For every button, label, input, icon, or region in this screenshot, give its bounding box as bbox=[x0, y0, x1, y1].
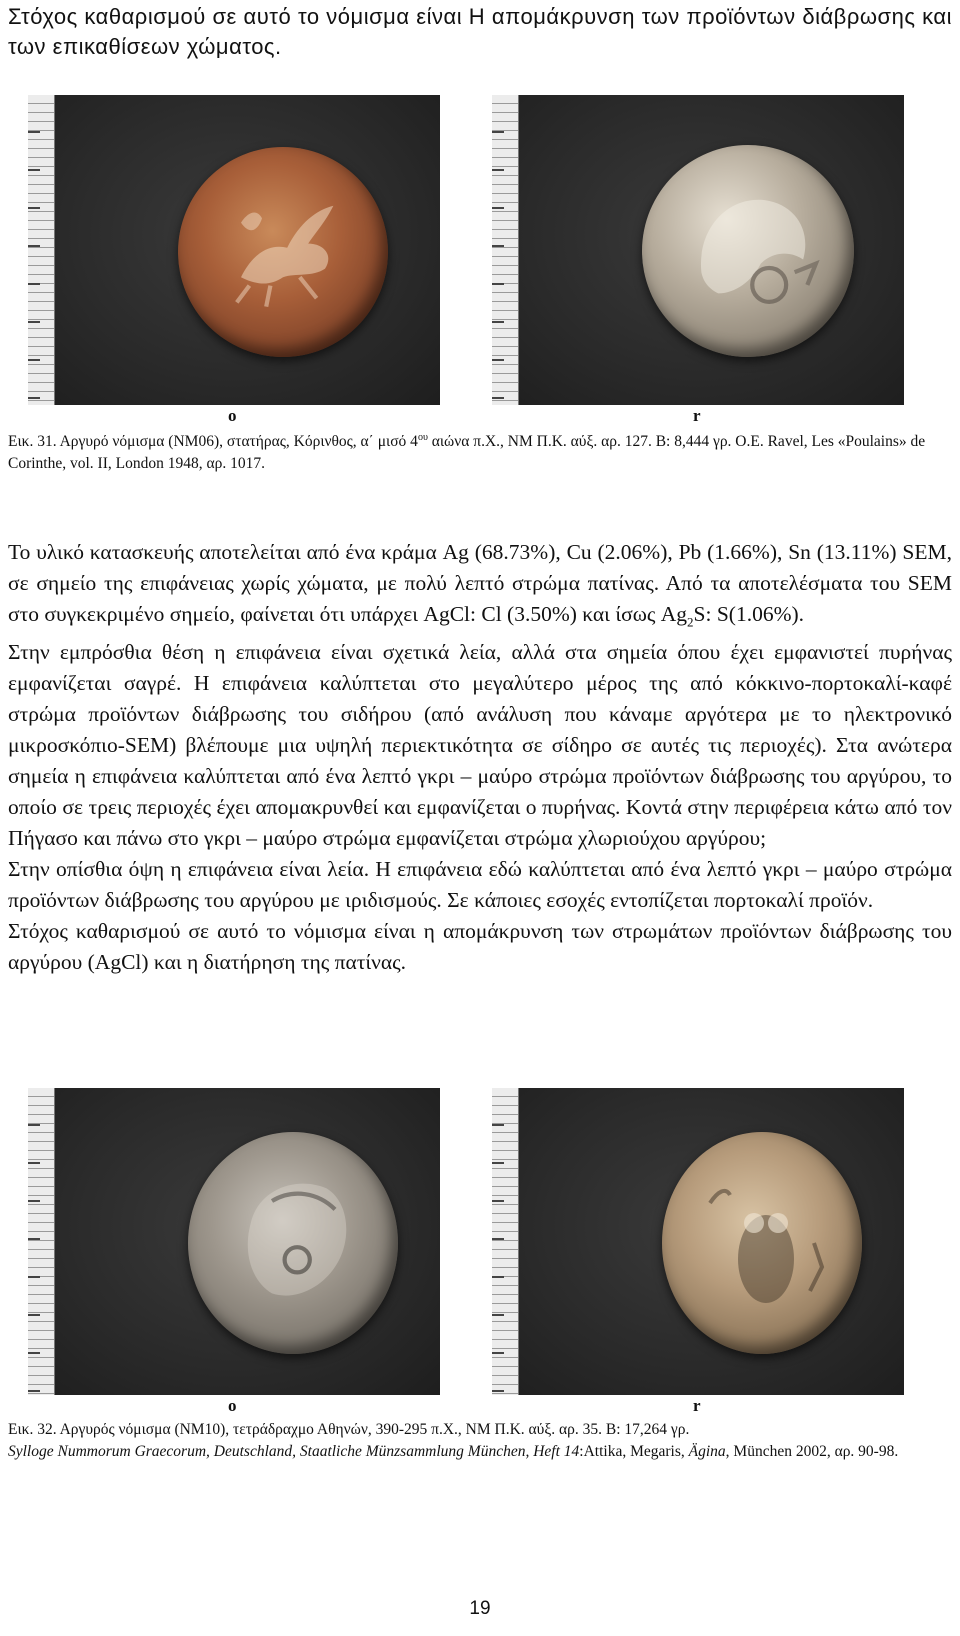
reverse-label-fig32: r bbox=[693, 1396, 701, 1415]
ruler-scale bbox=[28, 1088, 55, 1395]
obverse-label-fig31: o bbox=[228, 406, 237, 425]
coin-reverse-athena-helmet bbox=[642, 145, 854, 357]
coin-photo-reverse-fig31 bbox=[492, 95, 904, 405]
intro-paragraph: Στόχος καθαρισμού σε αυτό το νόμισμα είναι Η απομάκρυνση των προϊόντων διάβρωσης και των επικαθίσεων χώματος. bbox=[8, 4, 952, 59]
coin-obverse-pegasus bbox=[178, 147, 388, 357]
paragraph-reverse-surface: Στην οπίσθια όψη η επιφάνεια είναι λεία. Η επιφάνεια εδώ καλύπτεται από ένα λεπτό γκρι – μαύρο στρώμα προϊόντων διάβρωσης του αργύρου με ιριδισμούς. Σε κάποιες εσοχές εντοπίζεται πορτοκαλί προϊόν. bbox=[8, 857, 952, 913]
paragraph-composition: Το υλικό κατασκευής αποτελείται από ένα κράμα Ag (68.73%), Cu (2.06%), Pb (1.66%), Sn (13.11%) SEM, σε σημείο της επιφάνειας χωρίς χώματα, με πολύ λεπτό στρώμα πατίνας. Από τα αποτελέσματα του SEM στο συγκεκριμένο σημείο, φαίνεται ότι υπάρχει AgCl: Cl (3.50%) και ίσως $Ag_2S$: S(1.06%). bbox=[8, 540, 952, 630]
coin-photo-obverse-fig31 bbox=[28, 95, 440, 405]
ruler-scale bbox=[492, 1088, 519, 1395]
figure-caption-31: Εικ. 31. Αργυρό νόμισμα (ΝΜ06), στατήρας, Κόρινθος, α΄ μισό $4^{o\upsilon}$ αιώνα π.Χ., ΝΜ Π.Κ. αύξ. αρ. 127. Β: 8,444 γρ. Ο.Ε. Ravel, Les «Poulains» de Corinthe, vol. II, London 1948, αρ. 1017. bbox=[8, 432, 926, 473]
paragraph-obverse-surface: Στην εμπρόσθια θέση η επιφάνεια είναι σχετικά λεία, αλλά στα σημεία όπου έχει εμφανιστεί πυρήνας εμφανίζεται σαγρέ. Η επιφάνεια καλύπτεται στο μεγαλύτερο μέρος της από κόκκινο-πορτοκαλί-καφέ στρώμα προϊόντων διάβρωσης του σιδήρου (από ανάλυση που κάναμε αργότερα με το ηλεκτρονικό μικροσκόπιο-SEM) βλέπουμε μια υψηλή περιεκτικότητα σε σίδηρο σε αυτές τις περιοχές). Στα ανώτερα σημεία η επιφάνεια καλύπτεται από ένα λεπτό γκρι – μαύρο στρώμα προϊόντων διάβρωσης του αργύρου, το οποίο σε τρεις περιοχές έχει απομακρυνθεί και εμφανίζεται ο πυρήνας. Κοντά στην περιφέρεια κάτω από τον Πήγασο και πάνω στο γκρι – μαύρο στρώμα εμφανίζεται στρώμα χλωριούχου αργύρου; bbox=[8, 640, 952, 851]
coin-photo-reverse-fig32 bbox=[492, 1088, 904, 1395]
obverse-label-fig32: o bbox=[228, 1396, 237, 1415]
page-number: 19 bbox=[469, 1598, 491, 1619]
body-text bbox=[8, 537, 952, 978]
figure-caption-32: Εικ. 32. Αργυρός νόμισμα (ΝΜ10), τετράδραχμο Αθηνών, 390-295 π.Χ., ΝΜ Π.Κ. αύξ. αρ. 35. Β: 17,264 γρ. Sylloge Nummorum Graecorum, Deutschland, Staatliche Münzsammlung München, Heft 14:Attika, Megaris, Ägina, München 2002, αρ. 90-98. bbox=[8, 1421, 899, 1460]
coin-photo-obverse-fig32 bbox=[28, 1088, 440, 1395]
paragraph-cleaning-goal: Στόχος καθαρισμού σε αυτό το νόμισμα είναι η απομάκρυνση των στρωμάτων προϊόντων διάβρωσης του αργύρου (AgCl) και η διατήρηση της πατίνας. bbox=[8, 919, 952, 975]
ruler-scale bbox=[28, 95, 55, 405]
coin-obverse-athena-head bbox=[188, 1132, 398, 1354]
ruler-scale bbox=[492, 95, 519, 405]
coin-reverse-owl bbox=[662, 1132, 862, 1354]
reverse-label-fig31: r bbox=[693, 406, 701, 425]
